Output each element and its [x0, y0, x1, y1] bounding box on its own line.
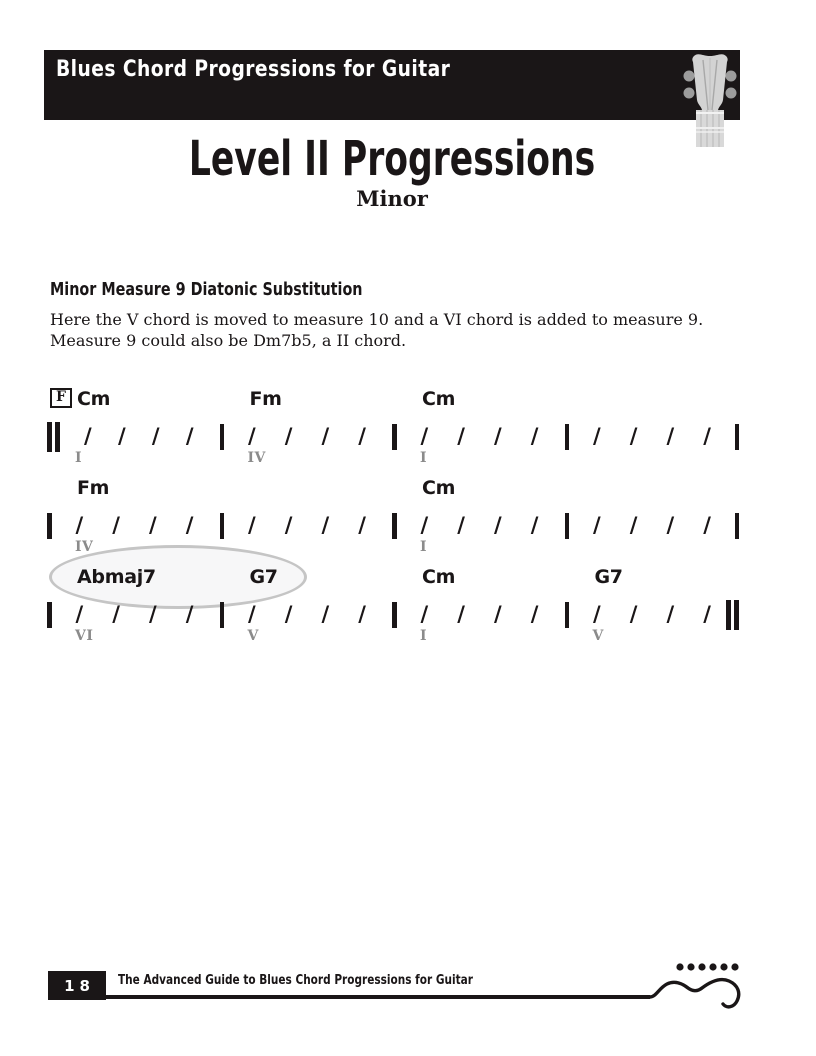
beat-slash: /: [358, 602, 366, 626]
guitar-headstock-icon: [682, 52, 738, 147]
measure: [565, 510, 738, 541]
end-barline: [726, 599, 739, 630]
beat-slash: /: [457, 513, 465, 537]
beat-slashes: [397, 515, 565, 536]
beat-slash: /: [703, 424, 711, 448]
title-block: [44, 131, 740, 212]
slash-row: [47, 510, 737, 541]
roman-numeral: VI: [75, 628, 94, 644]
beat-slash: /: [457, 424, 465, 448]
measure: [47, 421, 220, 452]
beat-slash: /: [629, 424, 638, 448]
beat-slash: /: [112, 513, 120, 537]
chord-cell: [392, 388, 565, 414]
barline-stroke: [735, 513, 740, 539]
chord-label: Fm: [249, 388, 282, 410]
beat-slash: /: [321, 424, 330, 448]
footer-rule: [48, 995, 650, 999]
beat-slash: /: [248, 602, 256, 626]
beat-slash: /: [149, 602, 157, 626]
beat-slash: /: [248, 424, 256, 448]
beat-slash: /: [494, 602, 502, 626]
page-subtitle: Minor: [356, 186, 428, 212]
beat-slash: /: [629, 602, 638, 626]
chord-label: Cm: [422, 477, 456, 499]
beat-slash: /: [84, 424, 92, 448]
roman-numeral: I: [420, 539, 428, 555]
beat-slash: /: [149, 513, 157, 537]
beat-slashes: [52, 604, 220, 625]
section-heading: Minor Measure 9 Diatonic Substitution: [50, 280, 363, 300]
measure: [565, 599, 738, 630]
beat-slashes: [224, 426, 392, 447]
page-number-badge: [48, 971, 106, 1000]
beat-slash: /: [530, 513, 539, 537]
beat-slash: /: [593, 513, 601, 537]
beat-slash: /: [112, 602, 120, 626]
guitar-body-icon: [640, 956, 752, 1012]
numeral-row: [47, 450, 737, 468]
beat-slash: /: [284, 513, 293, 537]
roman-numeral: I: [420, 628, 428, 644]
chord-row: [47, 477, 737, 503]
beat-slash: /: [593, 602, 601, 626]
chord-cell: [565, 477, 738, 503]
chord-cell: [565, 388, 738, 414]
chord-label: Abmaj7: [77, 566, 156, 588]
beat-slashes: [569, 515, 737, 536]
chord-label: Fm: [77, 477, 110, 499]
chord-label: Cm: [422, 388, 456, 410]
barline-stroke: [735, 424, 740, 450]
roman-numeral: [565, 539, 738, 557]
measure: [392, 599, 565, 630]
chord-cell: [392, 477, 565, 503]
measure: [392, 421, 565, 452]
roman-numeral: I: [75, 450, 83, 466]
barline-stroke: [734, 600, 739, 630]
beat-slashes: [569, 604, 737, 625]
book-title: Blues Chord Progressions for Guitar: [56, 57, 451, 82]
measure: [47, 599, 220, 630]
beat-slash: /: [494, 424, 502, 448]
chord-cell: [47, 388, 220, 414]
beat-slash: /: [321, 602, 330, 626]
chord-cell: [220, 388, 393, 414]
beat-slash: /: [358, 513, 366, 537]
roman-numeral: I: [420, 450, 428, 466]
roman-numeral: IV: [75, 539, 94, 555]
beat-slash: /: [185, 602, 194, 626]
beat-slash: /: [629, 513, 638, 537]
measure: [220, 510, 393, 541]
beat-slash: /: [75, 602, 84, 626]
chord-label: G7: [249, 566, 278, 588]
rehearsal-mark: F: [50, 388, 72, 408]
beat-slash: /: [75, 513, 84, 537]
beat-slash: /: [494, 513, 502, 537]
roman-numeral: [565, 450, 738, 468]
beat-slash: /: [284, 424, 293, 448]
measure: [392, 510, 565, 541]
beat-slashes: [224, 515, 392, 536]
slash-row: [47, 599, 737, 630]
beat-slashes: [52, 515, 220, 536]
slash-row: [47, 421, 737, 452]
beat-slash: /: [185, 424, 194, 448]
beat-slash: /: [530, 424, 539, 448]
beat-slash: /: [666, 513, 675, 537]
beat-slashes: [569, 426, 737, 447]
beat-slash: /: [530, 602, 539, 626]
chart-system: [47, 388, 737, 468]
beat-slash: /: [117, 424, 126, 448]
header-bar: [44, 50, 740, 120]
chord-label: Cm: [77, 388, 111, 410]
beat-slash: /: [666, 424, 675, 448]
page-title: Level II Progressions: [188, 131, 596, 187]
end-barline: [735, 421, 740, 452]
roman-numeral: V: [247, 628, 259, 644]
end-barline: [735, 510, 740, 541]
barline-stroke: [47, 422, 52, 452]
chord-cell: [392, 566, 565, 592]
beat-slash: /: [151, 424, 160, 448]
beat-slash: /: [666, 602, 675, 626]
beat-slash: /: [321, 513, 330, 537]
chord-cell: [220, 477, 393, 503]
chord-label: G7: [594, 566, 623, 588]
chord-label: Cm: [422, 566, 456, 588]
beat-slash: /: [185, 513, 194, 537]
roman-numeral: V: [592, 628, 604, 644]
beat-slashes: [397, 604, 565, 625]
chord-chart: [47, 388, 737, 658]
beat-slash: /: [420, 513, 429, 537]
beat-slashes: [224, 604, 392, 625]
barline-stroke: [726, 600, 731, 630]
chord-cell: [47, 477, 220, 503]
beat-slash: /: [457, 602, 465, 626]
footer-title: The Advanced Guide to Blues Chord Progressions for Guitar: [118, 972, 473, 988]
beat-slash: /: [703, 602, 711, 626]
beat-slash: /: [284, 602, 293, 626]
measure: [47, 510, 220, 541]
beat-slashes: [60, 426, 220, 447]
numeral-row: [47, 628, 737, 646]
measure: [565, 421, 738, 452]
chord-cell: [565, 566, 738, 592]
beat-slash: /: [703, 513, 711, 537]
section-body: Here the V chord is moved to measure 10 and a VI chord is added to measure 9. Measure 9 could also be Dm7b5, a II chord.: [50, 310, 704, 350]
beat-slash: /: [420, 424, 429, 448]
beat-slash: /: [248, 513, 256, 537]
beat-slash: /: [358, 424, 366, 448]
measure: [220, 421, 393, 452]
chord-row: [47, 388, 737, 414]
beat-slashes: [397, 426, 565, 447]
beat-slash: /: [593, 424, 601, 448]
barline: [47, 422, 60, 452]
chart-system: [47, 566, 737, 646]
measure: [220, 599, 393, 630]
roman-numeral: IV: [247, 450, 266, 466]
page-number: 18: [64, 976, 95, 995]
beat-slash: /: [420, 602, 429, 626]
